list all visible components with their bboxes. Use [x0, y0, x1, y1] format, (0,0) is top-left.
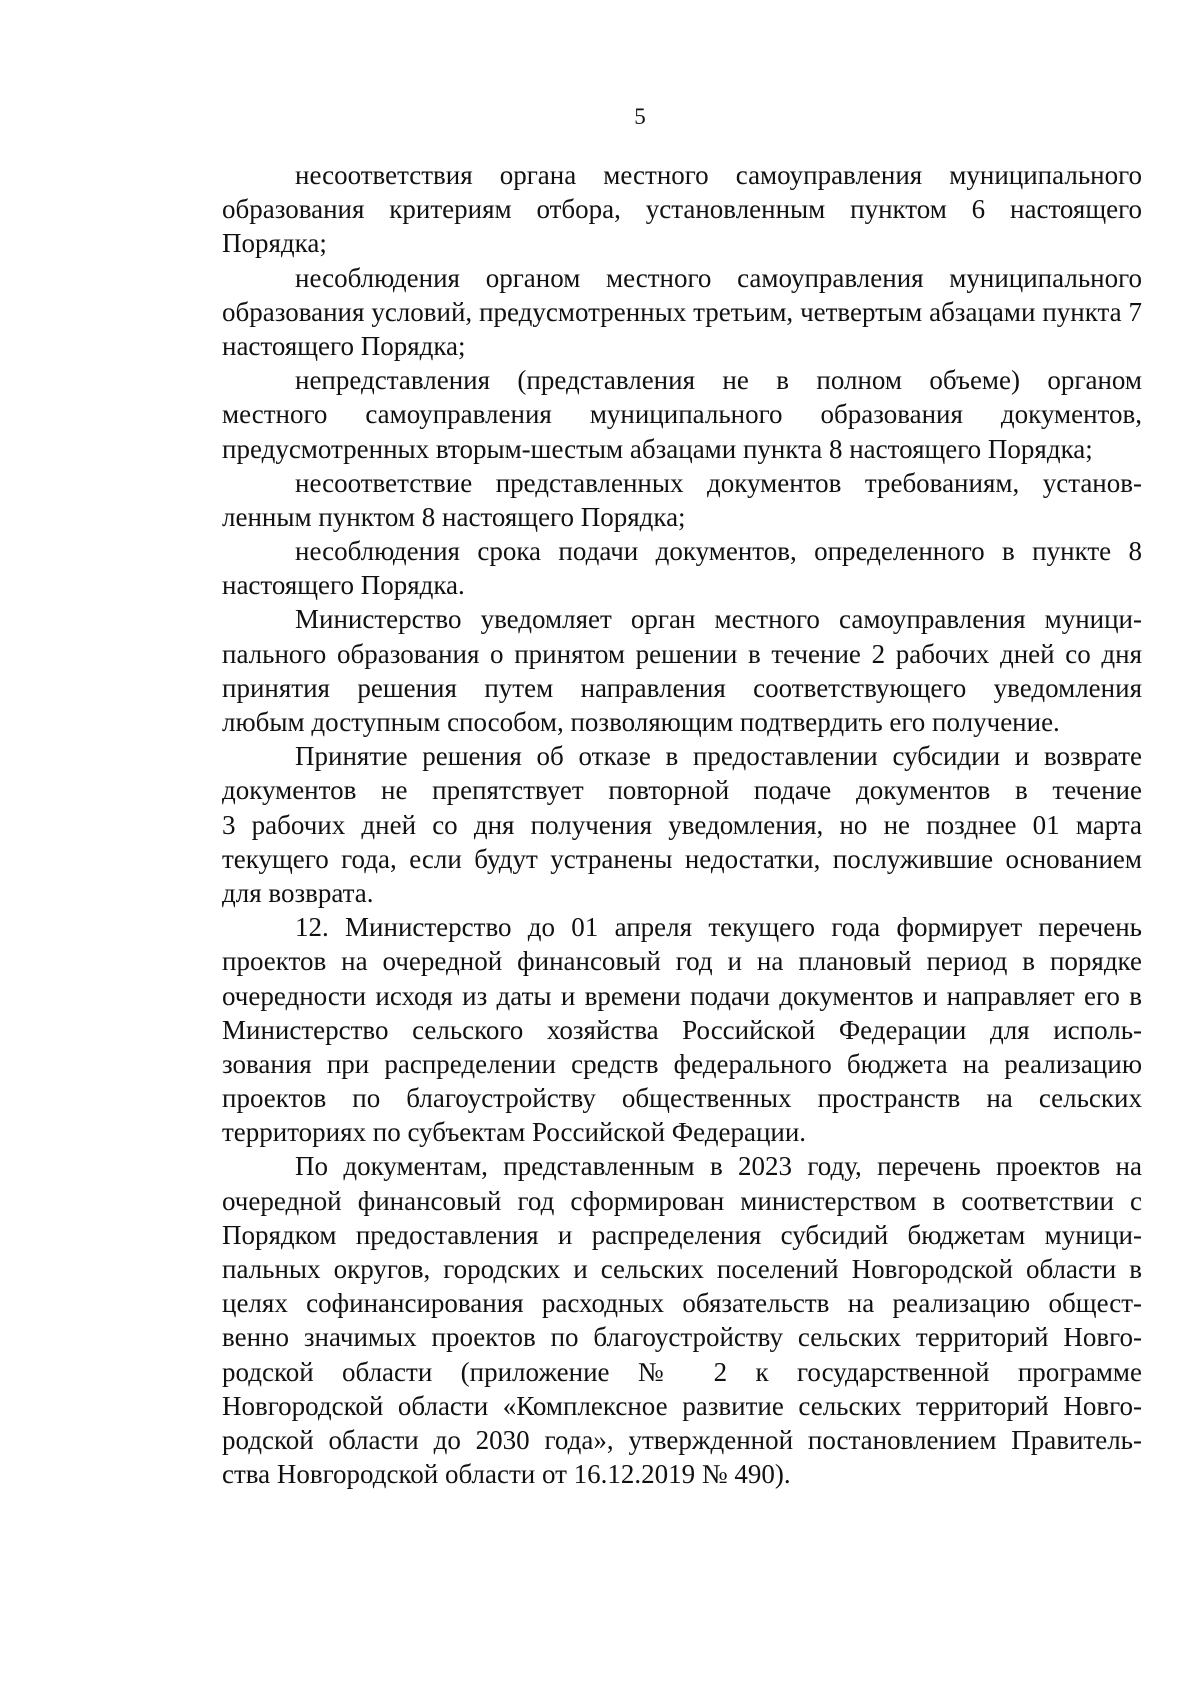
paragraph: [222, 739, 1142, 910]
text-line: текущего года, если будут устранены недостатки, послужившие основанием: [222, 843, 1142, 874]
text-line: настоящего Порядка;: [222, 330, 466, 361]
text-line: очередности исходя из даты и времени подачи документов и направляет его в: [222, 980, 1142, 1011]
text-line: территориях по субъектам Российской Федерации.: [222, 1117, 807, 1148]
text-line: Порядка;: [222, 228, 327, 259]
text-line: По документам, представленным в 2023 году, перечень проектов на: [295, 1151, 1142, 1182]
text-line: Министерство уведомляет орган местного самоуправления муници-: [295, 604, 1142, 635]
text-line: 12. Министерство до 01 апреля текущего года формирует перечень: [295, 912, 1142, 943]
text-line: местного самоуправления муниципального образования документов,: [222, 399, 1142, 430]
paragraph: [222, 1149, 1142, 1491]
text-line: пального образования о принятом решении в течение 2 рабочих дней со дня: [222, 638, 1142, 669]
text-line: образования критериям отбора, установленным пунктом 6 настоящего: [222, 194, 1142, 225]
paragraph: [222, 534, 1142, 602]
text-line: родской области до 2030 года», утвержденной постановлением Правитель-: [222, 1424, 1142, 1455]
text-line: Порядком предоставления и распределения субсидий бюджетам муници-: [222, 1219, 1142, 1250]
paragraph: [222, 602, 1142, 739]
text-line: зования при распределении средств федерального бюджета на реализацию: [222, 1048, 1142, 1079]
text-line: очередной финансовый год сформирован министерством в соответствии с: [222, 1185, 1142, 1216]
text-line: ства Новгородской области от 16.12.2019 № 490).: [222, 1459, 791, 1490]
paragraph: [222, 910, 1142, 1149]
text-line: Принятие решения об отказе в предоставлении субсидии и возврате: [295, 741, 1142, 772]
text-line: Новгородской области «Комплексное развитие сельских территорий Новго-: [222, 1390, 1142, 1421]
text-line: пальных округов, городских и сельских поселений Новгородской области в: [222, 1254, 1142, 1284]
text-line: образования условий, предусмотренных третьим, четвертым абзацами пункта 7: [222, 296, 1142, 327]
text-line: 3 рабочих дней со дня получения уведомления, но не позднее 01 марта: [222, 809, 1142, 840]
text-line: ленным пунктом 8 настоящего Порядка;: [222, 501, 686, 532]
paragraph: [222, 466, 1142, 534]
text-line: любым доступным способом, позволяющим подтвердить его получение.: [222, 707, 1060, 737]
document-body: [222, 158, 1142, 1491]
page-number: 5: [634, 104, 646, 129]
text-line: настоящего Порядка.: [222, 570, 465, 601]
text-line: Министерство сельского хозяйства Российской Федерации для исполь-: [222, 1014, 1142, 1045]
text-line: венно значимых проектов по благоустройству сельских территорий Новго-: [222, 1322, 1142, 1353]
text-line: проектов по благоустройству общественных пространств на сельских: [222, 1083, 1142, 1114]
text-line: непредставления (представления не в полном объеме) органом: [295, 365, 1142, 396]
text-line: целях софинансирования расходных обязательств на реализацию общест-: [222, 1288, 1142, 1319]
text-line: принятия решения путем направления соответствующего уведомления: [222, 672, 1142, 703]
text-line: для возврата.: [222, 877, 374, 908]
text-line: предусмотренных вторым-шестым абзацами пункта 8 настоящего Порядка;: [222, 433, 1093, 464]
paragraph: [222, 158, 1142, 261]
paragraph: [222, 261, 1142, 364]
text-line: несоответствие представленных документов требованиям, установ-: [295, 467, 1142, 498]
text-line: несоответствия органа местного самоуправления муниципального: [295, 160, 1142, 190]
text-line: родской области (приложение № 2 к государственной программе: [222, 1356, 1142, 1387]
text-line: документов не препятствует повторной подаче документов в течение: [222, 775, 1142, 806]
paragraph: [222, 363, 1142, 466]
text-line: проектов на очередной финансовый год и на плановый период в порядке: [222, 946, 1142, 977]
text-line: несоблюдения срока подачи документов, определенного в пункте 8: [295, 536, 1142, 567]
text-line: несоблюдения органом местного самоуправления муниципального: [295, 262, 1142, 293]
